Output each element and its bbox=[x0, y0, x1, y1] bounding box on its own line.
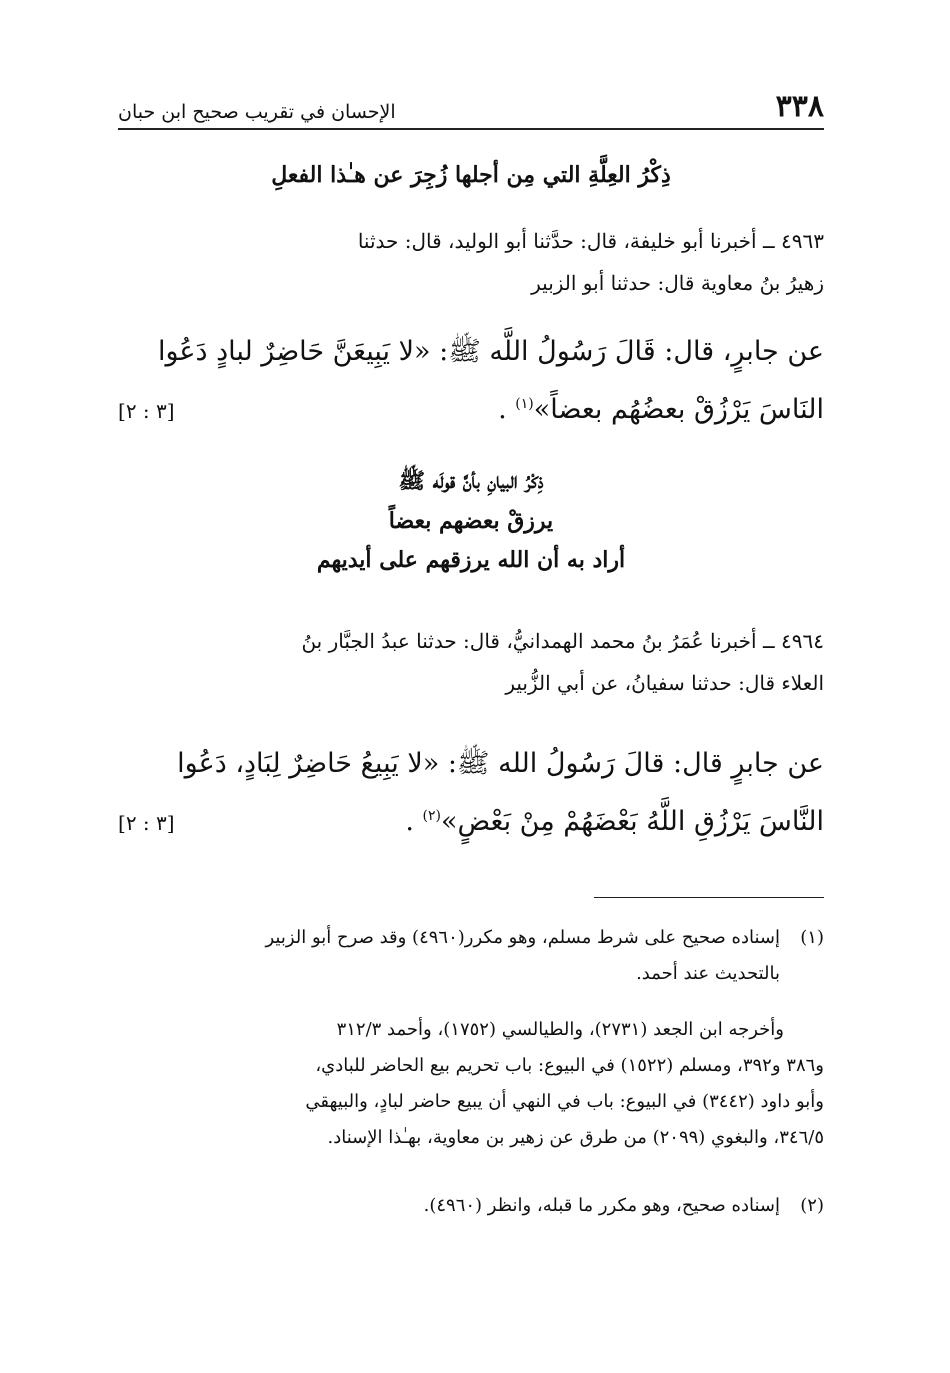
footnote-text: إسناده صحيح على شرط مسلم، وهو مكرر(٤٩٦٠) وقد صرح أبو الزبير bbox=[265, 927, 780, 948]
footnote-line: وأبو داود (٣٤٤٢) في البيوع: باب في النهي أن يبيع حاضر لبادٍ، والبيهقي bbox=[305, 1091, 824, 1112]
footnote-1 bbox=[118, 920, 824, 992]
footnote-mark: (١) bbox=[515, 396, 534, 412]
hadith-4963-matn bbox=[118, 326, 824, 437]
footnote-1-paragraph-2 bbox=[118, 1012, 824, 1156]
matn-end: . bbox=[498, 394, 516, 425]
footnote-line: بالتحديث عند أحمد. bbox=[636, 963, 780, 984]
reference-marker: [٣ : ٢] bbox=[118, 811, 175, 835]
footnote-line bbox=[118, 920, 824, 956]
hadith-4964-matn bbox=[118, 738, 824, 849]
footnote-line: ٣٤٦/٥، والبغوي (٢٠٩٩) من طرق عن زهير بن معاوية، بهـٰذا الإسناد. bbox=[327, 1127, 824, 1148]
section-heading-1: ذِكْرُ العِلَّةِ التي مِن أجلها زُجِرَ عن هـٰذا الفعلِ bbox=[271, 162, 671, 188]
section-heading-2 bbox=[118, 468, 824, 573]
isnad-line: ٤٩٦٣ ــ أخبرنا أبو خليفة، قال: حدَّثنا أبو الوليد، قال: حدثنا bbox=[357, 229, 824, 253]
matn-line-text: النَّاسَ يَرْزُقِ اللَّهُ بَعْضَهُمْ مِنْ بَعْضٍ» bbox=[440, 806, 824, 837]
page-number: ٣٣٨ bbox=[775, 89, 824, 124]
footnote-marker: (٢) bbox=[800, 1195, 824, 1216]
isnad-line: العلاء قال: حدثنا سفيانُ، عن أبي الزُّبير bbox=[505, 671, 824, 695]
isnad-line: زهيرُ بنُ معاوية قال: حدثنا أبو الزبير bbox=[531, 271, 824, 295]
footnote-rule bbox=[594, 897, 824, 898]
heading-line: ذِكْرُ البيانِ بأنَّ قولَه ﷺ bbox=[398, 468, 544, 494]
hadith-4963-isnad bbox=[118, 220, 824, 304]
footnote-mark: (٢) bbox=[422, 808, 441, 824]
footnote-marker: (١) bbox=[800, 927, 824, 948]
matn-last-line bbox=[118, 378, 824, 437]
heading-line: يرزقْ بعضهم بعضاً bbox=[388, 508, 554, 535]
footnote-line: وأخرجه ابن الجعد (٢٧٣١)، والطيالسي (١٧٥٢)، وأحمد ٣١٢/٣ bbox=[336, 1019, 784, 1040]
heading-line: أراد به أن الله يرزقهم على أيديهم bbox=[316, 546, 626, 573]
matn-line: عن جابرٍ قال: قالَ رَسُولُ الله ﷺ: «لا يَبِيعُ حَاضِرٌ لِبَادٍ، دَعُوا bbox=[177, 748, 824, 779]
matn-line: عن جابرٍ، قال: قَالَ رَسُولُ اللَّه ﷺ: «لا يَبِيعَنَّ حَاضِرٌ لبادٍ دَعُوا bbox=[157, 336, 824, 367]
reference-marker: [٣ : ٢] bbox=[118, 399, 175, 423]
footnote-line bbox=[118, 1188, 824, 1224]
matn-last-line bbox=[118, 790, 824, 849]
running-title: الإحسان في تقريب صحيح ابن حبان bbox=[118, 101, 396, 123]
footnote-2 bbox=[118, 1188, 824, 1224]
footnote-line: و٣٨٦ و٣٩٢، ومسلم (١٥٢٢) في البيوع: باب تحريم بيع الحاضر للبادي، bbox=[315, 1055, 824, 1076]
matn-end: . bbox=[405, 806, 423, 837]
matn-text bbox=[405, 790, 824, 848]
matn-text bbox=[498, 378, 824, 436]
isnad-line: ٤٩٦٤ ــ أخبرنا عُمَرُ بنُ محمد الهمدانيُّ، قال: حدثنا عبدُ الجبَّار بنُ bbox=[301, 629, 824, 653]
matn-line-text: النَاسَ يَرْزُقْ بعضُهُم بعضاً» bbox=[533, 394, 824, 425]
footnote-text: إسناده صحيح، وهو مكرر ما قبله، وانظر (٤٩٦٠). bbox=[423, 1195, 780, 1216]
hadith-4964-isnad bbox=[118, 620, 824, 704]
page-header bbox=[118, 86, 824, 130]
